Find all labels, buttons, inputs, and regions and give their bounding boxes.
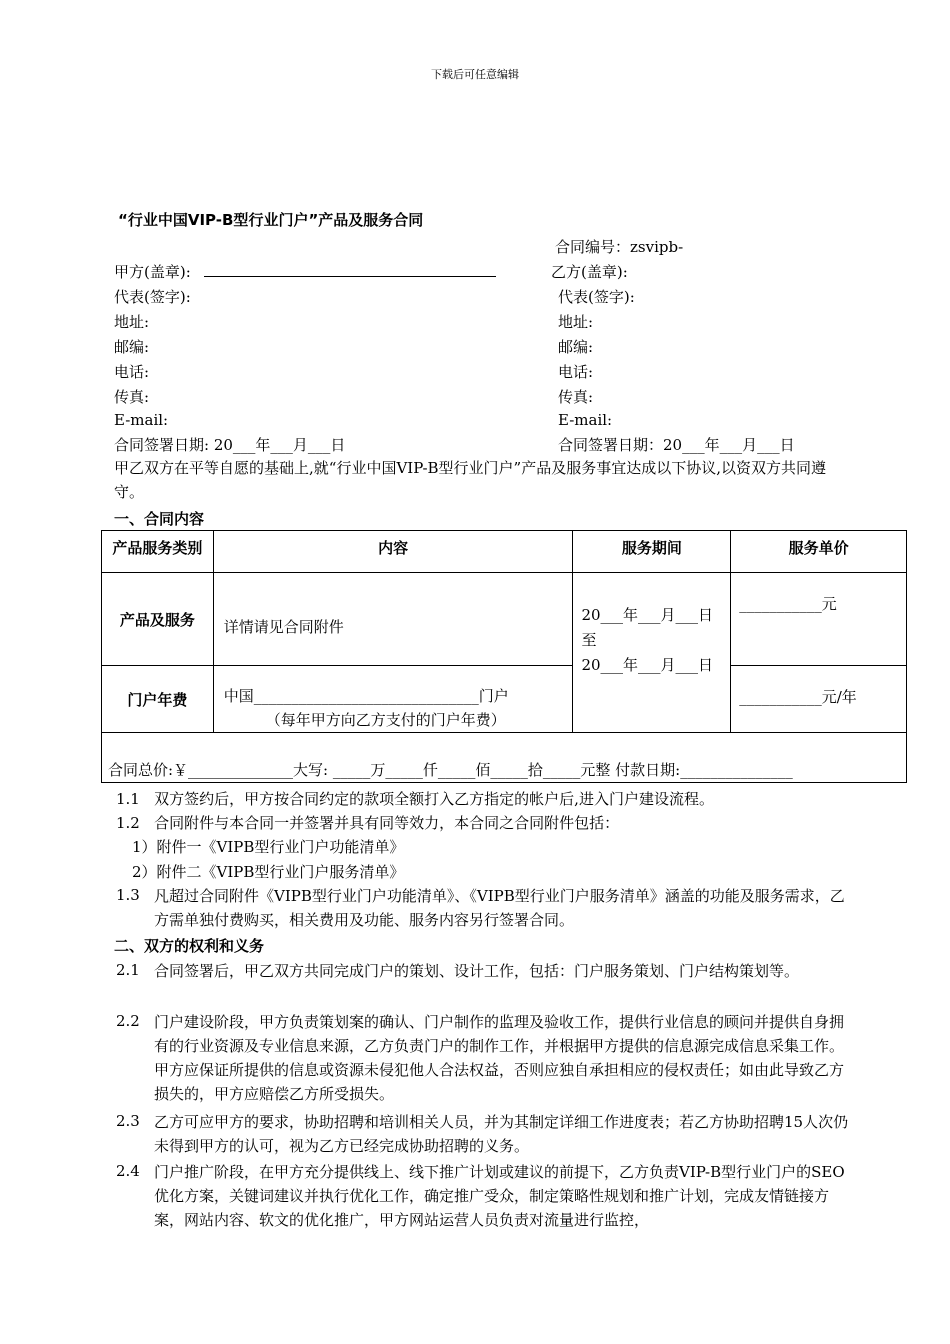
row1-price: ___________元 — [731, 573, 907, 666]
item-2-3-text: 乙方可应甲方的要求，协助招聘和培训相关人员，并为其制定详细工作进度表；若乙方协助招聘15人次仍未得到甲方的认可，视为乙方已经完成协助招聘的义务。 — [154, 1113, 849, 1155]
header-category: 产品服务类别 — [102, 531, 214, 573]
party-a-name-line — [204, 262, 496, 277]
item-text: 双方签约后，甲方按合同约定的款项全额打入乙方指定的帐户后,进入门户建设流程。 — [154, 790, 714, 808]
table-row — [102, 666, 907, 733]
header-note: 下载后可任意编辑 — [431, 68, 519, 81]
section1-heading: 一、合同内容 — [114, 510, 205, 528]
period-start: 20___年___月___日 — [581, 606, 714, 624]
contract-title: “行业中国VIP-B型行业门户”产品及服务合同 — [118, 211, 424, 229]
contract-total: 合同总价:￥______________大写: _____万_____仟_____佰_____拾_____元整 付款日期:_______________ — [102, 733, 907, 783]
item-num: 1.1 — [116, 790, 140, 808]
party-a-email: E-mail: — [114, 411, 169, 429]
item-num: 1.2 — [116, 814, 140, 832]
attachment-2: 2）附件二《VIPB型行业门户服务清单》 — [132, 863, 405, 881]
row2-category: 门户年费 — [102, 666, 214, 733]
party-a-date: 合同签署日期: 20___年___月___日 — [114, 436, 346, 454]
table-header-row — [102, 531, 907, 573]
table-total-row — [102, 733, 907, 783]
party-b-tel: 电话: — [558, 363, 594, 381]
party-b-zip: 邮编: — [558, 338, 594, 356]
party-b-address: 地址: — [558, 313, 594, 331]
party-a-tel: 电话: — [114, 363, 150, 381]
contract-number: 合同编号：zsvipb- — [555, 238, 684, 256]
item-1-3-text: 凡超过合同附件《VIPB型行业门户功能清单》、《VIPB型行业门户服务清单》涵盖的功能及服务需求，乙方需单独付费购买，相关费用及功能、服务内容另行签署合同。 — [154, 887, 845, 929]
contract-table — [101, 530, 907, 783]
table-row — [102, 573, 907, 666]
item-text: 合同附件与本合同一并签署并具有同等效力，本合同之合同附件包括： — [154, 814, 620, 832]
item-1-1 — [116, 788, 714, 809]
item-2-1-text: 合同签署后，甲乙双方共同完成门户的策划、设计工作，包括：门户服务策划、门户结构策划等。 — [154, 962, 800, 980]
row2-content — [213, 666, 573, 733]
row2-content-line1: 中国______________________________门户 — [223, 687, 509, 705]
section2-heading: 二、双方的权利和义务 — [114, 937, 265, 955]
party-a-zip: 邮编: — [114, 338, 150, 356]
item-2-4-text: 门户推广阶段，在甲方充分提供线上、线下推广计划或建议的前提下，乙方负责VIP-B型行业门户的SEO优化方案，关键词建议并执行优化工作，确定推广受众，制定策略性规划和推广计划，完成友情链接方案，网站内容、软文的优化推广，甲方网站运营人员负责对流量进行监控， — [154, 1163, 845, 1229]
party-b-date: 合同签署日期：20___年___月___日 — [558, 436, 795, 454]
party-a-name — [114, 261, 496, 282]
item-1-3-num: 1.3 — [116, 886, 140, 904]
party-a-rep: 代表(签字): — [114, 288, 191, 306]
intro-paragraph: 甲乙双方在平等自愿的基础上,就“行业中国VIP-B型行业门户”产品及服务事宜达成以下协议,以资双方共同遵守。 — [114, 459, 826, 501]
party-a-name-label: 甲方(盖章): — [114, 263, 191, 281]
attachment-1: 1）附件一《VIPB型行业门户功能清单》 — [132, 838, 405, 856]
party-a-fax: 传真: — [114, 388, 150, 406]
row2-price: ___________元/年 — [731, 666, 907, 733]
header-period: 服务期间 — [573, 531, 731, 573]
item-1-2 — [116, 812, 619, 833]
party-b-fax: 传真: — [558, 388, 594, 406]
row1-content: 详情请见合同附件 — [213, 573, 573, 666]
item-2-4-num: 2.4 — [116, 1162, 140, 1180]
row2-content-line2: （每年甲方向乙方支付的门户年费） — [265, 711, 506, 729]
party-b-email: E-mail: — [558, 411, 613, 429]
item-2-1-num: 2.1 — [116, 961, 140, 979]
row1-category: 产品及服务 — [102, 573, 214, 666]
party-a-address: 地址: — [114, 313, 150, 331]
header-price: 服务单价 — [731, 531, 907, 573]
period-to: 至 — [581, 631, 597, 649]
item-2-2-text: 门户建设阶段，甲方负责策划案的确认、门户制作的监理及验收工作，提供行业信息的顾问并提供自身拥有的行业资源及专业信息来源，乙方负责门户的制作工作，并根据甲方提供的信息源完成信息采集工作。甲方应保证所提供的信息或资源未侵犯他人合法权益，否则应独自承担相应的侵权责任；如由此导致乙方损失的，甲方应赔偿乙方所受损失。 — [154, 1013, 845, 1103]
item-2-2-num: 2.2 — [116, 1012, 140, 1030]
header-content: 内容 — [213, 531, 573, 573]
period-end: 20___年___月___日 — [581, 656, 714, 674]
party-b-rep: 代表(签字): — [558, 288, 635, 306]
party-b-name: 乙方(盖章): — [551, 263, 628, 281]
service-period — [573, 573, 731, 733]
item-2-3-num: 2.3 — [116, 1112, 140, 1130]
